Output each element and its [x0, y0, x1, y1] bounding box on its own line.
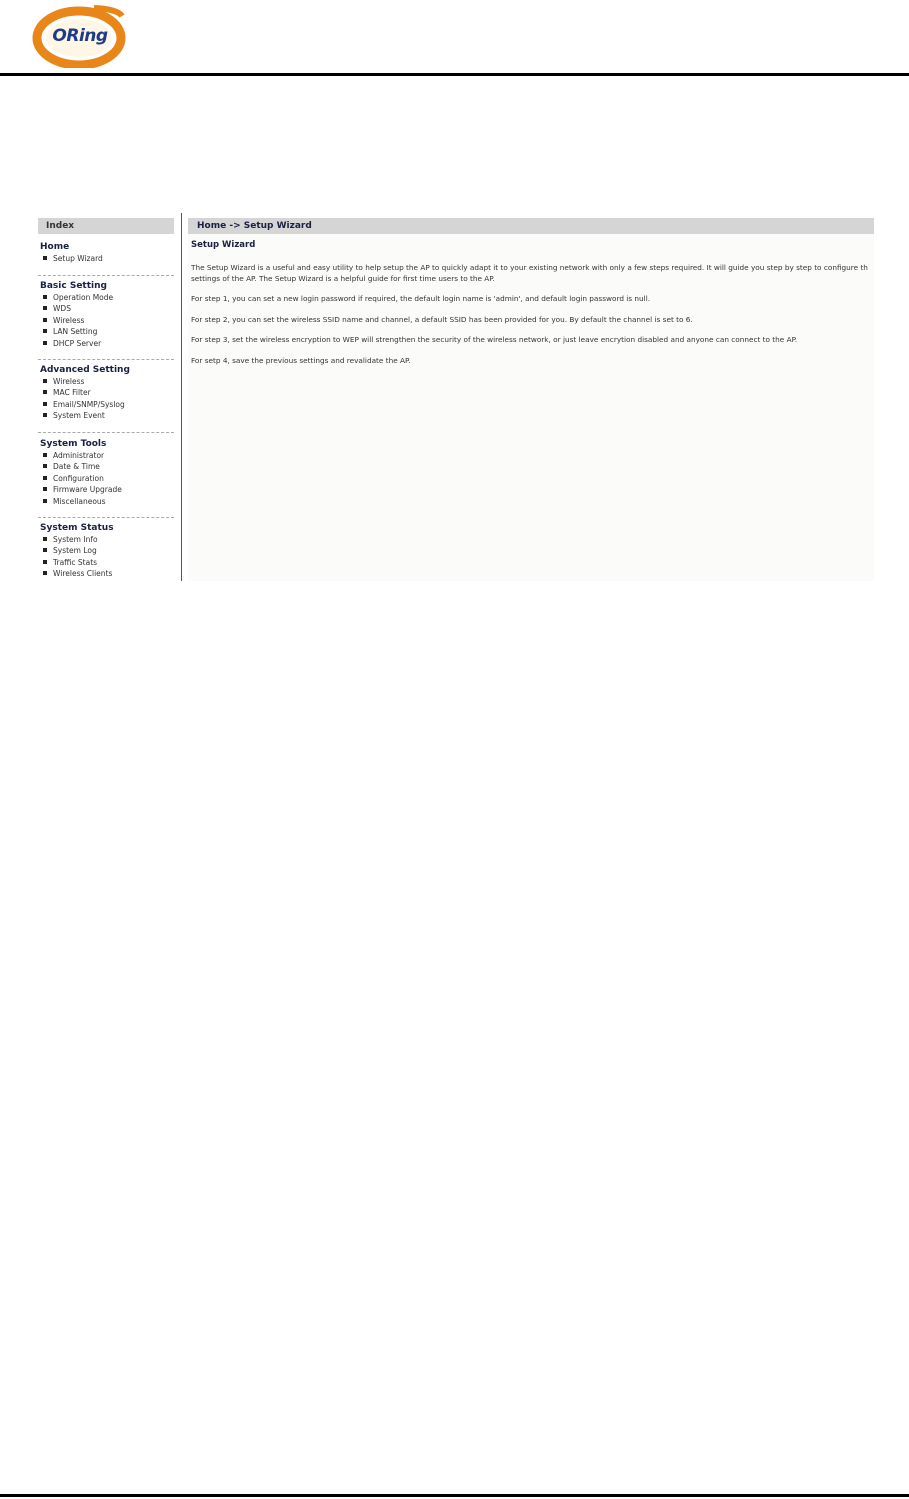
- bullet-icon: [43, 548, 47, 552]
- bullet-icon: [43, 295, 47, 299]
- bullet-icon: [43, 464, 47, 468]
- header-divider: [0, 73, 909, 76]
- main-panel: [188, 218, 874, 581]
- section-divider: [38, 432, 174, 433]
- bullet-icon: [43, 453, 47, 457]
- sidebar-section-status: [40, 522, 174, 580]
- bullet-icon: [43, 537, 47, 541]
- main-content: [188, 234, 874, 366]
- section-divider: [38, 359, 174, 360]
- sidebar-item[interactable]: Wireless: [40, 315, 174, 326]
- bullet-icon: [43, 571, 47, 575]
- sidebar-section-title[interactable]: Home: [40, 242, 70, 252]
- bullet-icon: [43, 402, 47, 406]
- sidebar-item[interactable]: Wireless: [40, 376, 174, 387]
- sidebar-item[interactable]: Wireless Clients: [40, 568, 174, 579]
- sidebar-section-title[interactable]: Advanced Setting: [40, 365, 130, 375]
- bullet-icon: [43, 487, 47, 491]
- sidebar-item[interactable]: System Event: [40, 410, 174, 421]
- bullet-icon: [43, 560, 47, 564]
- step-3-text: For step 3, set the wireless encryption to WEP will strengthen the security of the wireless network, or just leave encrytion disabled and anyone can connect to the AP.: [191, 335, 798, 344]
- step-4-text: For setp 4, save the previous settings and revalidate the AP.: [191, 355, 411, 365]
- sidebar-item[interactable]: Operation Mode: [40, 292, 174, 303]
- bullet-icon: [43, 390, 47, 394]
- sidebar-section-title[interactable]: System Tools: [40, 439, 107, 449]
- step-1-text: For step 1, you can set a new login password if required, the default login name is 'admin', and default login password is null.: [191, 294, 651, 303]
- sidebar-item[interactable]: Configuration: [40, 473, 174, 484]
- sidebar-item[interactable]: Firmware Upgrade: [40, 484, 174, 495]
- sidebar-item[interactable]: Date & Time: [40, 461, 174, 472]
- bullet-icon: [43, 341, 47, 345]
- step-2-text: For step 2, you can set the wireless SSID name and channel, a default SSID has been provided for you. By default the channel is set to 6.: [191, 314, 693, 324]
- sidebar-item[interactable]: System Log: [40, 545, 174, 556]
- sidebar-section-home: [40, 241, 174, 264]
- bullet-icon: [43, 476, 47, 480]
- bullet-icon: [43, 379, 47, 383]
- sidebar-item[interactable]: Administrator: [40, 450, 174, 461]
- bullet-icon: [43, 413, 47, 417]
- sidebar-section-title[interactable]: Basic Setting: [40, 281, 107, 291]
- oring-logo: [32, 2, 130, 68]
- sidebar-section-tools: [40, 438, 174, 507]
- sidebar-item[interactable]: Setup Wizard: [40, 253, 174, 264]
- bullet-icon: [43, 329, 47, 333]
- footer-divider: [0, 1494, 909, 1497]
- sidebar-item[interactable]: DHCP Server: [40, 338, 174, 349]
- section-divider: [38, 517, 174, 518]
- sidebar-section-advanced: [40, 364, 174, 422]
- sidebar-title: Index: [38, 218, 174, 234]
- section-divider: [38, 275, 174, 276]
- sidebar-item[interactable]: Traffic Stats: [40, 557, 174, 568]
- vertical-divider: [181, 213, 182, 581]
- sidebar-item[interactable]: MAC Filter: [40, 387, 174, 398]
- logo-text: ORing: [52, 26, 108, 46]
- sidebar-section-basic: [40, 280, 174, 349]
- sidebar-item[interactable]: Miscellaneous: [40, 496, 174, 507]
- bullet-icon: [43, 256, 47, 260]
- page-title: Setup Wizard: [191, 240, 256, 250]
- sidebar-item[interactable]: System Info: [40, 534, 174, 545]
- sidebar-section-title[interactable]: System Status: [40, 523, 114, 533]
- description-paragraph: The Setup Wizard is a useful and easy utility to help setup the AP to quickly adapt it to your existing network with only a few steps required. It will guide you step by step to configure th settings of the AP. The Setup Wizard is a helpful guide for first time users to the AP.: [191, 263, 868, 283]
- sidebar-item[interactable]: Email/SNMP/Syslog: [40, 399, 174, 410]
- bullet-icon: [43, 306, 47, 310]
- bullet-icon: [43, 318, 47, 322]
- bullet-icon: [43, 499, 47, 503]
- router-ui-screenshot: [38, 213, 874, 581]
- sidebar-item[interactable]: WDS: [40, 303, 174, 314]
- breadcrumb: Home -> Setup Wizard: [188, 218, 874, 234]
- sidebar-item[interactable]: LAN Setting: [40, 326, 174, 337]
